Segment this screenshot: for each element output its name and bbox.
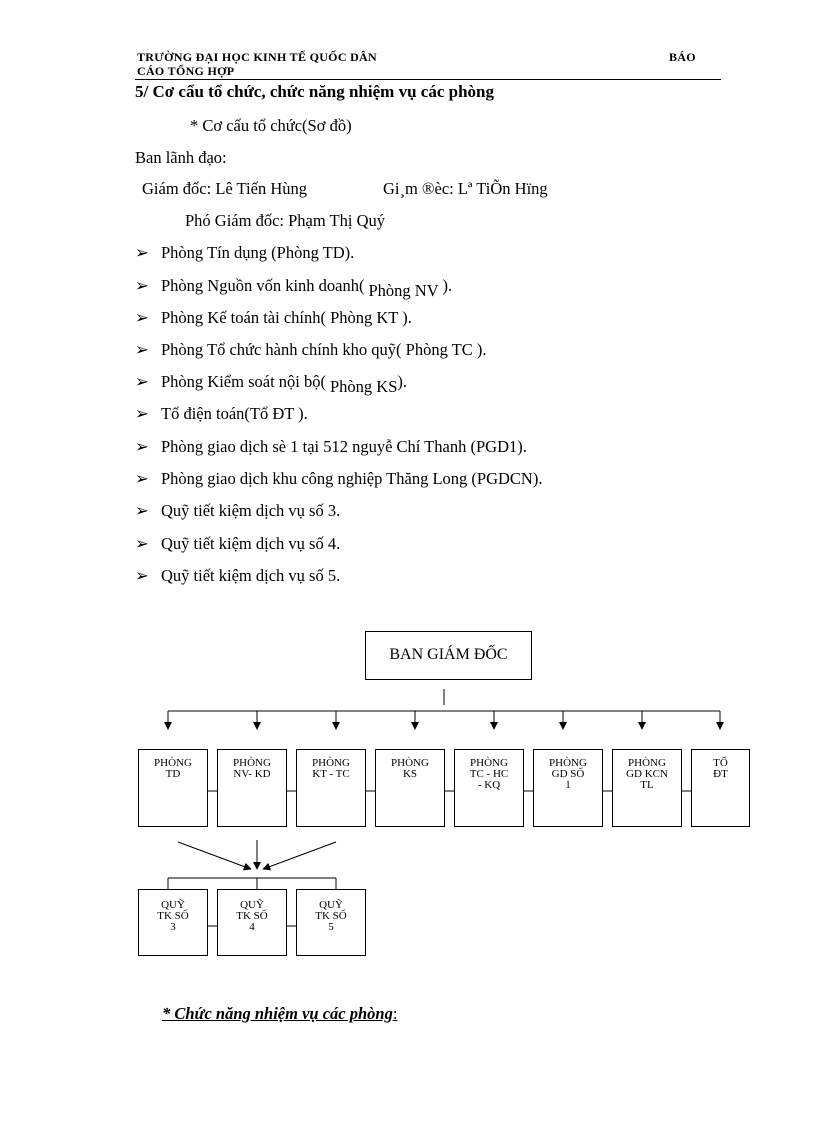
org-structure-subtitle: * Cơ cấu tổ chức(Sơ đồ) bbox=[190, 116, 352, 135]
arrow-bullet-icon: ➢ bbox=[135, 340, 149, 359]
arrow-bullet-icon: ➢ bbox=[135, 437, 149, 456]
dept-box-ks: PHÒNG KS bbox=[375, 749, 445, 827]
dept-box-gd1: PHÒNG GD SỐ 1 bbox=[533, 749, 603, 827]
functions-heading: * Chức năng nhiệm vụ các phòng: bbox=[162, 1004, 398, 1023]
leadership-heading: Ban lãnh đạo: bbox=[135, 148, 227, 167]
deputy-director-line: Phó Giám đốc: Phạm Thị Quý bbox=[185, 211, 385, 230]
director-line-garbled: Gi¸m ®èc: Lª TiÕn Hïng bbox=[383, 179, 548, 198]
list-item: ➢ Phòng Tổ chức hành chính kho quỹ( Phòng TC ). bbox=[135, 340, 487, 359]
list-item: ➢ Phòng giao dịch sè 1 tại 512 nguyễ Chí Thanh (PGD1). bbox=[135, 437, 527, 456]
arrow-bullet-icon: ➢ bbox=[135, 469, 149, 488]
dept-box-td: PHÒNG TD bbox=[138, 749, 208, 827]
arrow-bullet-icon: ➢ bbox=[135, 372, 149, 391]
list-item: ➢ Quỹ tiết kiệm dịch vụ số 5. bbox=[135, 566, 341, 585]
list-item: ➢ Quỹ tiết kiệm dịch vụ số 4. bbox=[135, 534, 341, 553]
header-report-continuation: CÁO TỔNG HỢP bbox=[137, 64, 235, 78]
dept-box-gd-kcn-tl: PHÒNG GD KCN TL bbox=[612, 749, 682, 827]
list-item: ➢ Quỹ tiết kiệm dịch vụ số 3. bbox=[135, 501, 341, 520]
arrow-bullet-icon: ➢ bbox=[135, 243, 149, 262]
header-report-word: BÁO bbox=[669, 50, 696, 64]
list-item: ➢ Phòng giao dịch khu công nghiệp Thăng Long (PGDCN). bbox=[135, 469, 543, 488]
fund-box-4: QUỸ TK SỐ 4 bbox=[217, 889, 287, 956]
list-item: ➢ Phòng Kiểm soát nội bộ( Phòng KS). bbox=[135, 372, 408, 396]
arrow-bullet-icon: ➢ bbox=[135, 534, 149, 553]
arrow-bullet-icon: ➢ bbox=[135, 566, 149, 585]
arrow-bullet-icon: ➢ bbox=[135, 501, 149, 520]
section-title: 5/ Cơ cấu tổ chức, chức năng nhiệm vụ các phòng bbox=[135, 82, 494, 101]
arrow-bullet-icon: ➢ bbox=[135, 276, 149, 295]
dept-box-kt-tc: PHÒNG KT - TC bbox=[296, 749, 366, 827]
board-of-directors-box: BAN GIÁM ĐỐC bbox=[365, 631, 532, 680]
list-item: ➢ Phòng Kế toán tài chính( Phòng KT ). bbox=[135, 308, 412, 327]
fund-box-3: QUỸ TK SỐ 3 bbox=[138, 889, 208, 956]
fund-box-5: QUỸ TK SỐ 5 bbox=[296, 889, 366, 956]
dept-box-tc-hc-kq: PHÒNG TC - HC - KQ bbox=[454, 749, 524, 827]
list-item: ➢ Tổ điện toán(Tổ ĐT ). bbox=[135, 404, 308, 423]
list-item: ➢ Phòng Nguồn vốn kinh doanh( Phòng NV ). bbox=[135, 276, 453, 300]
arrow-bullet-icon: ➢ bbox=[135, 404, 149, 423]
arrow-bullet-icon: ➢ bbox=[135, 308, 149, 327]
list-item: ➢ Phòng Tín dụng (Phòng TD). bbox=[135, 243, 355, 262]
header-school-name: TRƯỜNG ĐẠI HỌC KINH TẾ QUỐC DÂN bbox=[137, 50, 377, 64]
director-line: Giám đốc: Lê Tiến Hùng bbox=[142, 179, 307, 198]
dept-box-nv-kd: PHÒNG NV- KD bbox=[217, 749, 287, 827]
dept-box-dt: TỔ ĐT bbox=[691, 749, 750, 827]
